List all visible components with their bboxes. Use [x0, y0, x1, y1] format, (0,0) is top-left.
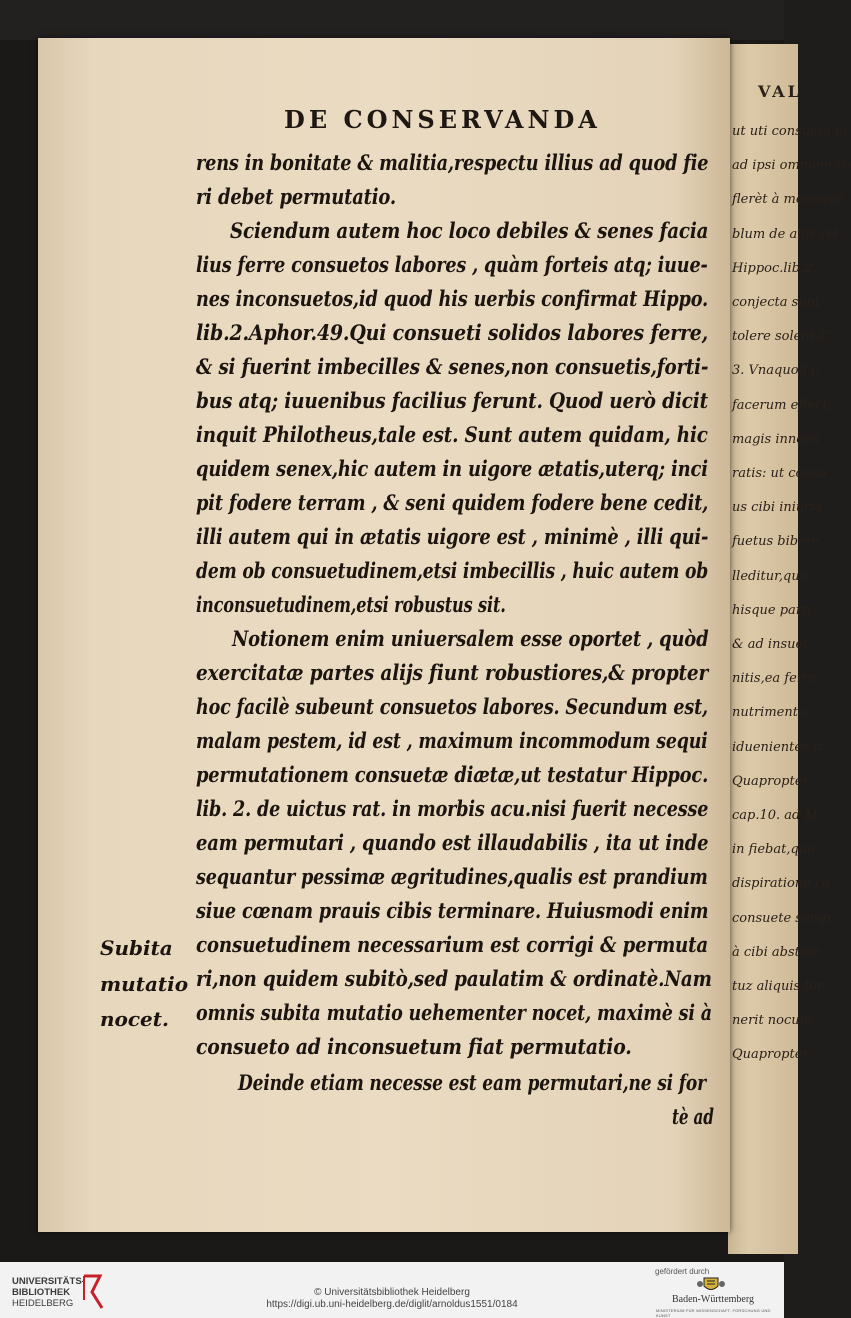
facing-page-fragment: flerèt à meconsu: [732, 192, 843, 208]
permalink[interactable]: https://digi.ub.uni-heidelberg.de/diglit/arnoldus1551/0184: [266, 1299, 518, 1310]
facing-page-fragment: à cibi abstine: [732, 944, 821, 960]
text-line: tè ad: [672, 1104, 714, 1129]
state-coat-of-arms-icon: [694, 1276, 728, 1294]
facing-page-fragment: nitis,ea ferre: [732, 671, 817, 687]
text-line: Notionem enim uniuersalem esse oportet , quòd: [232, 626, 709, 651]
facing-page-fragment: consuete semp: [732, 910, 831, 926]
facing-page-edge: [728, 44, 851, 1254]
library-name-line: UNIVERSITÄTS-: [12, 1276, 85, 1287]
text-line: & si fuerint imbecilles & senes,non consuetis,forti-: [196, 354, 709, 379]
text-line: lius ferre consuetos labores , quàm forteis atq; iuue-: [196, 252, 708, 277]
text-line: dem ob consuetudinem,etsi imbecillis , huic autem ob: [196, 558, 709, 583]
margin-note-line: mutatio: [100, 972, 189, 996]
running-head: DE CONSERVANDA: [284, 105, 601, 134]
text-line: bus atq; iuuenibus facilius ferunt. Quod uerò dicit: [196, 388, 708, 413]
text-line: malam pestem, id est , maximum incommodum sequi: [196, 728, 708, 753]
text-line: Deinde etiam necesse est eam permutari,ne si for: [238, 1070, 706, 1095]
facing-page-fragment: magis innocu: [732, 431, 820, 447]
facing-page-fragment: 3. Vnaquodq;: [732, 363, 820, 379]
funder-subtitle: MINISTERIUM FÜR WISSENSCHAFT, FORSCHUNG UND KUNST: [656, 1308, 771, 1318]
facing-page-fragment: iduenientes fr: [732, 739, 824, 755]
facing-page-fragment: Quapropter: [732, 1047, 809, 1063]
text-line: Sciendum autem hoc loco debiles & senes facia: [230, 218, 709, 243]
text-line: lib.2.Aphor.49.Qui consueti solidos labores ferre,: [196, 320, 709, 345]
text-line: exercitatæ partes alijs fiunt robustiores,& propter: [196, 660, 709, 685]
facing-page-fragment: ratis: ut consu: [732, 466, 827, 481]
facing-page-fragment: cap.10. ad M: [732, 808, 818, 823]
viewer-footer: [0, 1262, 784, 1318]
text-line: consueto ad inconsuetum fiat permutatio.: [196, 1034, 632, 1059]
text-line: quidem senex,hic autem in uigore ætatis,uterq; inci: [196, 456, 708, 481]
text-line: hoc facilè subeunt consuetos labores. Secundum est,: [196, 694, 708, 719]
facing-page-fragment: tuz aliquis for: [732, 979, 824, 994]
text-line: eam permutari , quando est illaudabilis , ita ut inde: [196, 830, 709, 855]
facing-page-fragment: blum de alijs rel: [732, 226, 839, 242]
text-line: lib. 2. de uictus rat. in morbis acu.nisi fuerit necesse: [196, 796, 709, 821]
facing-page-fragment: & ad insuet: [732, 637, 809, 652]
text-line: permutationem consuetæ diætæ,ut testatur Hippoc.: [196, 762, 709, 787]
facing-page-fragment: Hippoc.lib.2.: [732, 260, 817, 276]
facing-page-fragment: ut uti consueta fa: [732, 124, 848, 139]
margin-note-line: Subita: [100, 936, 173, 960]
facing-page-fragment: ad ipsi ommem co: [732, 158, 851, 174]
funder-name: Baden-Württemberg: [672, 1294, 755, 1305]
facing-page-fragment: conjecta sunt ,: [732, 295, 829, 310]
text-line: inquit Philotheus,tale est. Sunt autem quidam, hic: [196, 422, 708, 447]
facing-page-header: VAL: [758, 82, 802, 101]
text-line: rens in bonitate & malitia,respectu illius ad quod fie: [196, 150, 709, 175]
facing-page-fragment: tolere solent.C: [732, 329, 829, 345]
facing-page-fragment: facerum effecti: [732, 397, 832, 413]
facing-page-fragment: hisque parti: [732, 602, 812, 618]
text-line: nes inconsuetos,id quod his uerbis confirmat Hippo.: [196, 286, 709, 311]
text-line: inconsuetudinem,etsi robustus sit.: [196, 592, 506, 617]
facing-page-fragment: dispiratione co: [732, 876, 831, 892]
text-line: ri debet permutatio.: [196, 184, 396, 209]
margin-note-line: nocet.: [100, 1007, 169, 1031]
scan-background: [0, 0, 784, 40]
facing-page-fragment: nutrimento,: [732, 705, 810, 721]
library-name-line: HEIDELBERG: [12, 1298, 74, 1309]
text-line: consuetudinem necessarium est corrigi & permuta: [196, 932, 709, 957]
copyright-text: © Universitätsbibliothek Heidelberg: [314, 1287, 470, 1298]
facing-page-fragment: Quapropter: [732, 773, 809, 789]
text-line: ri,non quidem subitò,sed paulatim & ordinatè.Nam: [196, 966, 712, 991]
facing-page-fragment: us cibi iniuria: [732, 500, 823, 516]
facing-page-fragment: in fiebat,qua: [732, 842, 815, 858]
facing-page-fragment: fuetus bibere: [732, 534, 820, 550]
text-line: siue cœnam prauis cibis terminare. Huiusmodi enim: [196, 898, 709, 923]
text-line: sequantur pessimæ ægritudines,qualis est prandium: [196, 864, 708, 889]
text-line: pit fodere terram , & seni quidem fodere bene cedit,: [196, 490, 709, 515]
text-line: illi autem qui in ætatis uigore est , minimè , illi qui-: [196, 524, 709, 549]
funder-label: gefördert durch: [655, 1267, 710, 1276]
text-line: omnis subita mutatio uehementer nocet, maximè si à: [196, 1000, 712, 1025]
library-name-line: BIBLIOTHEK: [12, 1287, 71, 1298]
facing-page-fragment: nerit nocum: [732, 1013, 812, 1029]
facing-page-fragment: lleditur,quo: [732, 568, 808, 584]
